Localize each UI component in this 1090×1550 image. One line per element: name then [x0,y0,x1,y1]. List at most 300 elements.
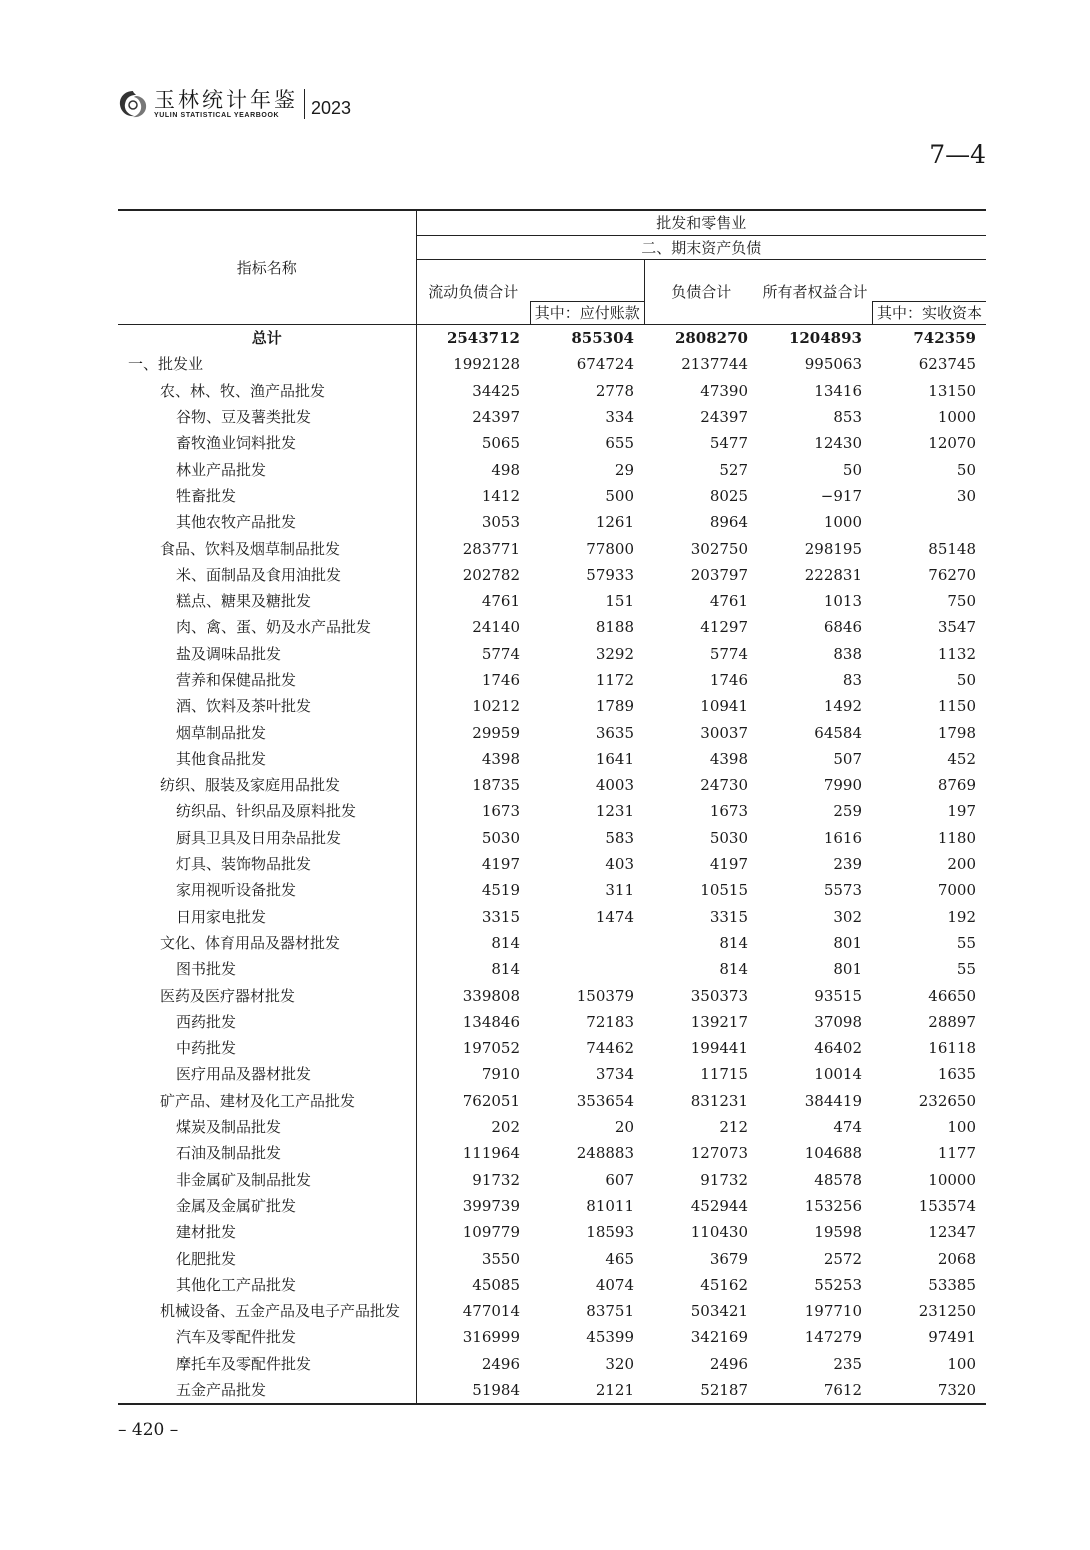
table-cell: 91732 [700,1170,748,1189]
table-cell: 45085 [472,1275,520,1294]
table-cell: 2778 [595,381,634,400]
table-cell: 1616 [823,828,862,847]
table-cell: 24397 [700,408,748,427]
row-label: 建材批发 [118,1219,416,1245]
table-cell: 353654 [576,1091,634,1110]
table-row [118,404,986,430]
table-cell: 3679 [709,1249,748,1268]
row-label: 金属及金属矿批发 [118,1193,416,1219]
table-cell: 1013 [823,592,862,611]
table-cell: 384419 [804,1091,862,1110]
table-cell: 1231 [595,802,634,821]
table-cell: 5477 [709,434,748,453]
table-cell: 232650 [918,1091,976,1110]
table-cell: 8769 [937,776,976,795]
table-cell: 29959 [472,723,520,742]
table-cell: 10000 [928,1170,976,1189]
row-label: 五金产品批发 [118,1377,416,1404]
table-row [118,1114,986,1140]
table-cell: 2543712 [446,329,520,348]
table-cell: 399739 [462,1196,520,1215]
column-header: 所有者权益合计 [758,260,872,325]
row-label: 煤炭及制品批发 [118,1114,416,1140]
table-row [118,825,986,851]
table-cell: 50 [956,671,976,689]
index-name-header: 指标名称 [118,210,416,325]
row-label: 机械设备、五金产品及电子产品批发 [118,1298,416,1324]
table-cell: 248883 [576,1144,634,1163]
table-cell: 831231 [690,1091,748,1110]
table-row [118,1272,986,1298]
table-cell: 855304 [571,329,634,348]
table-cell: 239 [833,855,862,874]
table-cell: 302750 [690,539,748,558]
table-cell: 18593 [586,1223,634,1242]
table-cell: 350373 [690,986,748,1005]
header-divider [304,89,305,119]
row-label: 非金属矿及制品批发 [118,1167,416,1193]
table-cell: 1000 [937,408,976,427]
table-cell: 500 [605,486,634,505]
table-cell: 801 [833,960,862,979]
table-cell: 995063 [804,355,862,374]
row-label: 家用视听设备批发 [118,877,416,903]
table-cell: 3053 [481,513,520,532]
table-cell: 4398 [481,749,520,768]
table-cell: 655 [605,434,634,453]
table-row [118,562,986,588]
table-cell: 742359 [913,329,976,348]
sub-header: 二、期末资产负债 [416,236,986,260]
row-label: 农、林、牧、渔产品批发 [118,378,416,404]
row-label: 医药及医疗器材批发 [118,982,416,1008]
table-row [118,693,986,719]
table-cell: 5774 [709,644,748,663]
yearbook-logo-icon [116,87,150,121]
table-cell: 814 [719,960,748,979]
table-cell: 2496 [481,1354,520,1373]
table-cell: 583 [605,828,634,847]
table-cell: 55253 [814,1275,862,1294]
table-cell: 111964 [462,1144,520,1163]
column-header-label: 其中：应付账款 [530,301,644,324]
table-row [118,483,986,509]
table-cell: 212 [719,1118,748,1137]
table-cell: 2137744 [681,355,748,374]
table-cell: 34425 [472,381,520,400]
table-cell: 7612 [758,1377,872,1404]
table-cell: 5030 [481,828,520,847]
table-row [118,509,986,535]
statistics-table [118,209,986,1405]
table-cell: 1132 [937,644,976,663]
table-cell: 77800 [586,539,634,558]
table-row [118,1035,986,1061]
row-label: 畜牧渔业饲料批发 [118,430,416,456]
table-row [118,1219,986,1245]
table-cell: 503421 [690,1302,748,1321]
table-cell: 4003 [595,776,634,795]
table-cell: 762051 [462,1091,520,1110]
row-label: 其他农牧产品批发 [118,509,416,535]
table-cell: 55 [956,933,976,952]
row-label: 摩托车及零配件批发 [118,1351,416,1377]
table-cell: 19598 [814,1223,862,1242]
table-cell: 7910 [481,1065,520,1084]
table-cell [530,956,644,982]
table-cell: 150379 [576,986,634,1005]
table-cell: 13416 [814,381,862,400]
column-header-label: 其中：实收资本 [872,301,986,324]
table-cell: 24397 [472,408,520,427]
table-row [118,1298,986,1324]
table-cell: 259 [833,802,862,821]
table-cell: 76270 [928,565,976,584]
table-row [118,1061,986,1087]
table-cell: 1177 [937,1144,976,1163]
table-cell: 41297 [700,618,748,637]
table-cell: 507 [833,749,862,768]
table-cell: 52187 [644,1377,758,1404]
table-row [118,877,986,903]
table-number: 7—4 [929,140,986,169]
table-cell: 607 [605,1170,634,1189]
row-label: 牲畜批发 [118,483,416,509]
table-row [118,614,986,640]
table-cell: 477014 [462,1302,520,1321]
column-header [872,260,986,325]
table-cell: 814 [491,960,520,979]
row-label: 图书批发 [118,956,416,982]
table-cell: 153574 [918,1196,976,1215]
table-cell: 51984 [416,1377,530,1404]
table-cell: 3550 [481,1249,520,1268]
table-cell: 1746 [709,671,748,689]
row-label: 林业产品批发 [118,456,416,482]
row-label: 总计 [118,325,416,352]
table-cell: 2068 [937,1249,976,1268]
page-number: – 420 – [118,1420,179,1440]
table-row [118,956,986,982]
table-row [118,1193,986,1219]
table-cell: 320 [605,1354,634,1373]
column-header [530,260,644,325]
table-cell: 1746 [481,671,520,689]
table-cell: 3315 [709,907,748,926]
table-cell: 151 [605,592,634,611]
table-row [118,851,986,877]
table-cell: 11715 [700,1065,748,1084]
table-cell: 750 [947,592,976,611]
table-cell: 134846 [462,1012,520,1031]
row-label: 米、面制品及食用油批发 [118,562,416,588]
table-cell: 2572 [823,1249,862,1268]
row-label: 酒、饮料及茶叶批发 [118,693,416,719]
table-cell: 55 [956,960,976,979]
table-cell: 1000 [823,513,862,532]
table-row [118,1351,986,1377]
table-cell: 46650 [928,986,976,1005]
table-cell: 5774 [481,644,520,663]
table-cell: 8964 [709,513,748,532]
table-cell: 81011 [586,1196,634,1215]
table-row [118,351,986,377]
table-cell: 311 [605,881,634,900]
table-row [118,535,986,561]
table-cell: 50 [956,460,976,479]
table-cell: 53385 [928,1275,976,1294]
table-cell: 46402 [814,1039,862,1058]
row-label: 纺织品、针织品及原料批发 [118,798,416,824]
table-cell: 202 [491,1118,520,1137]
table-cell: 30037 [700,723,748,742]
column-header: 流动负债合计 [416,260,530,325]
table-cell: 465 [605,1249,634,1268]
table-row [118,904,986,930]
row-label: 中药批发 [118,1035,416,1061]
table-cell: 801 [833,933,862,952]
table-cell: 24730 [700,776,748,795]
table-cell: 202782 [462,565,520,584]
table-cell: 28897 [928,1012,976,1031]
table-cell: 12347 [928,1223,976,1242]
table-cell: 10941 [700,697,748,716]
table-cell: 623745 [918,355,976,374]
table-cell: 83751 [586,1302,634,1321]
table-cell: 452 [947,749,976,768]
table-cell: 527 [719,460,748,479]
table-cell: 93515 [814,986,862,1005]
table-cell: 1789 [595,697,634,716]
row-label: 灯具、装饰物品批发 [118,851,416,877]
row-label: 石油及制品批发 [118,1140,416,1166]
table-row [118,430,986,456]
table-cell: 85148 [928,539,976,558]
table-row [118,930,986,956]
table-cell: 104688 [804,1144,862,1163]
table-row [118,719,986,745]
table-cell: 7000 [937,881,976,900]
table-row [118,798,986,824]
table-cell: 1798 [937,723,976,742]
table-row [118,772,986,798]
table-cell [872,509,986,535]
yearbook-title [154,89,298,120]
row-label: 营养和保健品批发 [118,667,416,693]
row-label: 一、批发业 [118,351,416,377]
table-row [118,1167,986,1193]
table-row [118,667,986,693]
table-cell: 199441 [690,1039,748,1058]
table-cell: 197052 [462,1039,520,1058]
table-row [118,1140,986,1166]
table-cell: 5573 [823,881,862,900]
row-label: 谷物、豆及薯类批发 [118,404,416,430]
table-cell: 127073 [690,1144,748,1163]
table-cell: 2808270 [674,329,748,348]
table-cell: 1474 [595,907,634,926]
table-cell: 29 [614,460,634,479]
table-cell: 498 [491,460,520,479]
row-label: 汽车及零配件批发 [118,1324,416,1350]
table-cell: 814 [719,933,748,952]
row-label: 其他食品批发 [118,746,416,772]
table-cell: 197710 [804,1302,862,1321]
table-cell: 4398 [709,749,748,768]
table-cell: 342169 [690,1328,748,1347]
table-row [118,588,986,614]
table-cell: 100 [947,1118,976,1137]
table-row [118,1009,986,1035]
table-cell: 1150 [937,697,976,716]
table-cell: 110430 [690,1223,748,1242]
table-cell: 4197 [709,855,748,874]
table-row [118,1245,986,1271]
yearbook-title-zh: 玉林统计年鉴 [154,87,298,112]
table-cell: 83 [842,671,862,689]
table-cell: 5065 [481,434,520,453]
table-row [118,641,986,667]
table-cell: 1673 [709,802,748,821]
table-cell: 45399 [586,1328,634,1347]
table-cell: 1172 [595,671,634,689]
table-cell: 7990 [823,776,862,795]
table-row [118,325,986,352]
table-cell: 197 [947,802,976,821]
table-cell: 153256 [804,1196,862,1215]
table-cell: 838 [833,644,862,663]
table-cell: 814 [491,933,520,952]
row-label: 日用家电批发 [118,904,416,930]
row-label: 西药批发 [118,1009,416,1035]
table-cell: 4074 [595,1275,634,1294]
table-cell: 4761 [709,592,748,611]
table-cell: 302 [833,907,862,926]
table-cell: 37098 [814,1012,862,1031]
table-row [118,1088,986,1114]
table-cell: 10014 [814,1065,862,1084]
table-cell: 4761 [481,592,520,611]
table-cell: 674724 [576,355,634,374]
table-cell: 47390 [700,381,748,400]
table-cell: 403 [605,855,634,874]
table-cell: 3547 [937,618,976,637]
table-row [118,982,986,1008]
table-cell: 4197 [481,855,520,874]
table-row [118,746,986,772]
table-cell: 235 [833,1354,862,1373]
table-cell: 91732 [472,1170,520,1189]
table-cell: 45162 [700,1275,748,1294]
table-cell: 298195 [804,539,862,558]
table-cell: 3292 [595,644,634,663]
table-cell: 1412 [481,486,520,505]
table-cell: 20 [614,1118,634,1137]
table-cell: 339808 [462,986,520,1005]
table-cell: 283771 [462,539,520,558]
table-cell: 192 [947,907,976,926]
column-header: 负债合计 [644,260,758,325]
table-cell: 200 [947,855,976,874]
table-cell: 231250 [918,1302,976,1321]
table-cell: 147279 [804,1328,862,1347]
table-cell: 1261 [595,513,634,532]
table-cell: 24140 [472,618,520,637]
table-row [118,1377,986,1404]
row-label: 肉、禽、蛋、奶及水产品批发 [118,614,416,640]
table-cell: 72183 [586,1012,634,1031]
table-cell: 100 [947,1354,976,1373]
table-cell: 6846 [823,618,862,637]
table-cell: 5030 [709,828,748,847]
row-label: 矿产品、建材及化工产品批发 [118,1088,416,1114]
table-cell: 3635 [595,723,634,742]
row-label: 纺织、服装及家庭用品批发 [118,772,416,798]
table-cell: 74462 [586,1039,634,1058]
row-label: 盐及调味品批发 [118,641,416,667]
row-label: 厨具卫具及日用杂品批发 [118,825,416,851]
table-cell: 8025 [709,486,748,505]
table-cell: 1673 [481,802,520,821]
table-cell: 50 [842,460,862,479]
table-cell: −917 [820,486,862,505]
table-row [118,456,986,482]
table-cell: 3734 [595,1065,634,1084]
table-cell: 97491 [928,1328,976,1347]
table-cell: 13150 [928,381,976,400]
table-cell: 452944 [690,1196,748,1215]
table-cell: 10515 [700,881,748,900]
row-label: 食品、饮料及烟草制品批发 [118,535,416,561]
table-cell: 222831 [804,565,862,584]
table-cell: 109779 [462,1223,520,1242]
table-cell: 1204893 [788,329,862,348]
table-cell: 30 [956,486,976,505]
table-cell: 57933 [586,565,634,584]
table-cell: 853 [833,408,862,427]
table-cell: 1635 [937,1065,976,1084]
table-cell [530,930,644,956]
row-label: 烟草制品批发 [118,719,416,745]
row-label: 文化、体育用品及器材批发 [118,930,416,956]
yearbook-title-en: YULIN STATISTICAL YEARBOOK [154,111,280,119]
yearbook-header [116,84,351,124]
table-cell: 2121 [530,1377,644,1404]
table-cell: 48578 [814,1170,862,1189]
table-cell: 16118 [928,1039,976,1058]
table-cell: 64584 [814,723,862,742]
table-cell: 18735 [472,776,520,795]
row-label: 其他化工产品批发 [118,1272,416,1298]
table-row [118,1324,986,1350]
table-cell: 1180 [937,828,976,847]
table-cell: 3315 [481,907,520,926]
table-cell: 2496 [709,1354,748,1373]
row-label: 医疗用品及器材批发 [118,1061,416,1087]
table-row [118,378,986,404]
table-cell: 12070 [928,434,976,453]
table-cell: 1641 [595,749,634,768]
table-cell: 139217 [690,1012,748,1031]
table-cell: 316999 [462,1328,520,1347]
table-cell: 334 [605,408,634,427]
group-header: 批发和零售业 [416,210,986,236]
table-cell: 203797 [690,565,748,584]
table-cell: 1992128 [453,355,520,374]
table-cell: 10212 [472,697,520,716]
row-label: 化肥批发 [118,1245,416,1271]
table-cell: 4519 [481,881,520,900]
